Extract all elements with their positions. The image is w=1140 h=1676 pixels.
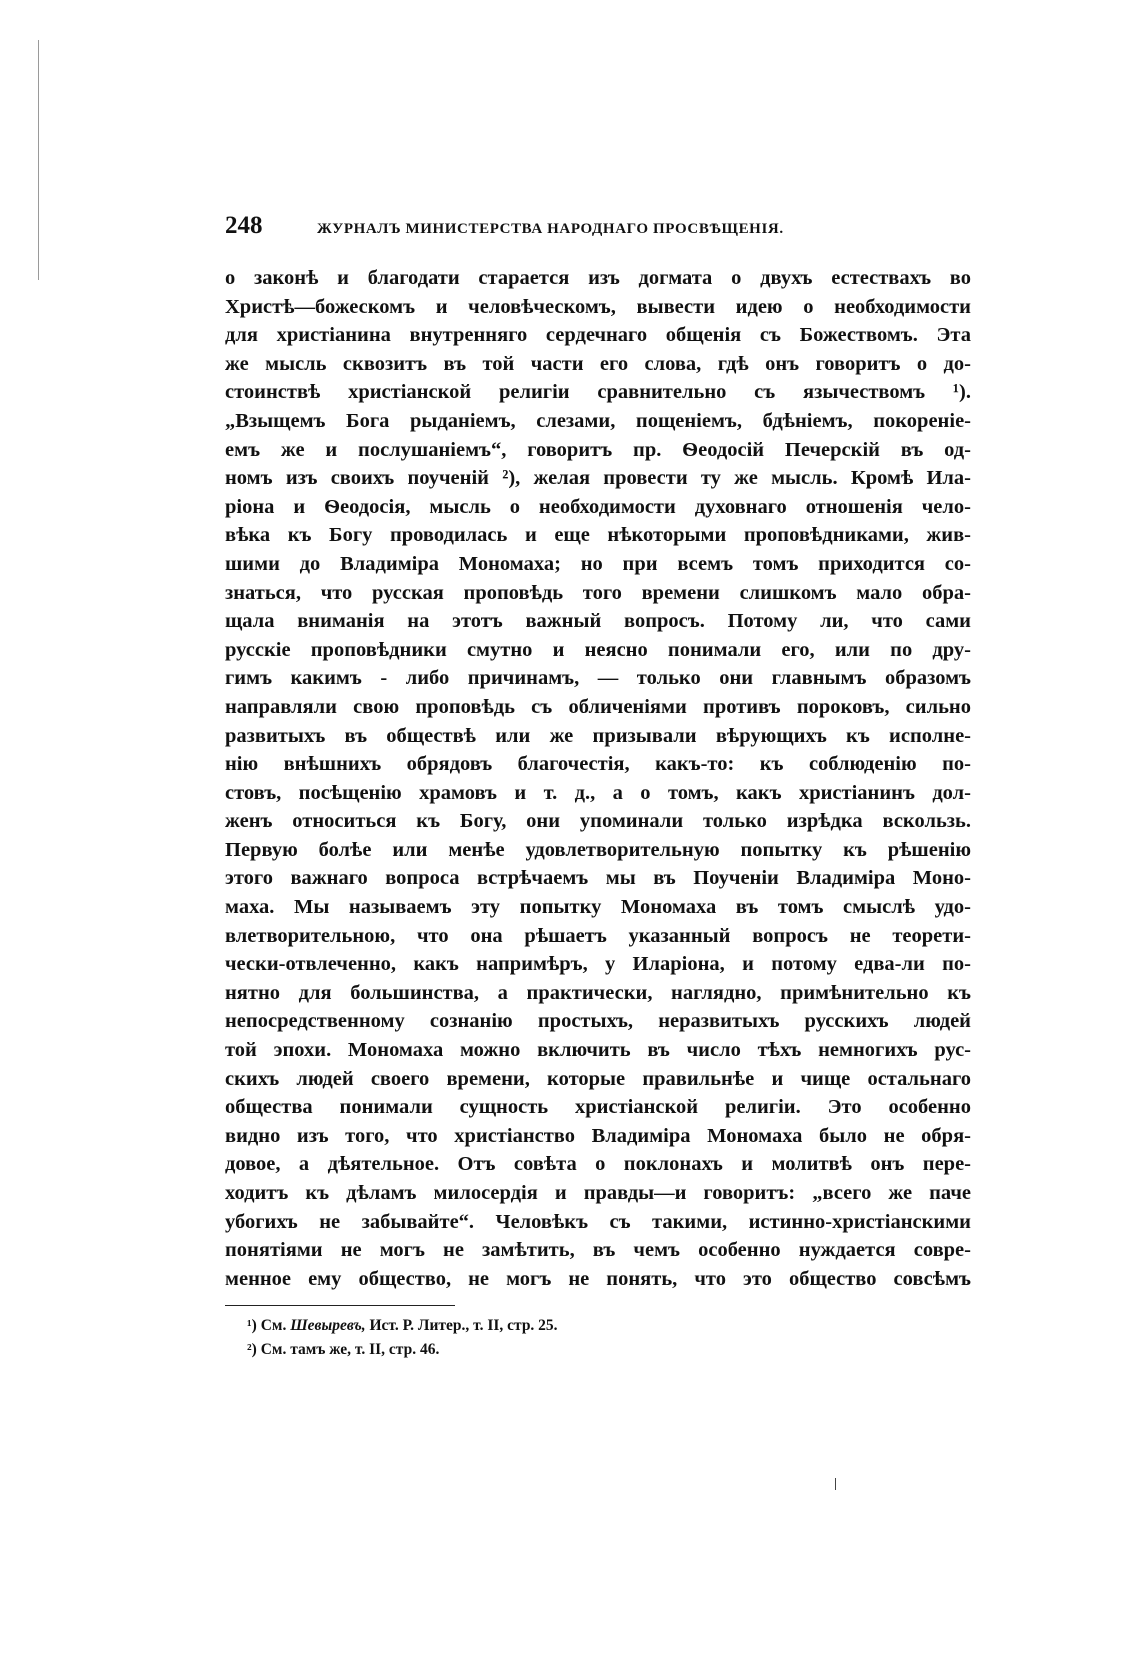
- footnote-marker: ²): [247, 1341, 257, 1359]
- footnote-divider: [225, 1305, 455, 1306]
- text-line: нятно для большинства, а практически, наглядно, примѣнительно къ: [225, 981, 971, 1004]
- book-page: [225, 212, 971, 1362]
- body-text: [225, 264, 971, 1293]
- text-line: понятіями не могъ не замѣтить, въ чемъ особенно нуждается совре-: [225, 1239, 971, 1262]
- footnote-citation: тамъ же, т. II, стр. 46.: [290, 1341, 440, 1359]
- scan-artifact-mark: [835, 1478, 836, 1490]
- text-line: скихъ людей своего времени, которые правильнѣе и чище остальнаго: [225, 1067, 971, 1090]
- text-line: емъ же и послушаніемъ“, говоритъ пр. Ѳеодосій Печерскій въ од-: [225, 438, 971, 461]
- journal-title: ЖУРНАЛЪ МИНИСТЕРСТВА НАРОДНАГО ПРОСВѢЩЕНІЯ.: [317, 221, 784, 237]
- text-line: непосредственному сознанію простыхъ, неразвитыхъ русскихъ людей: [225, 1010, 971, 1033]
- text-line: общества понимали сущность христіанской религіи. Это особенно: [225, 1096, 971, 1119]
- text-line: русскіе проповѣдники смутно и неясно понимали его, или по дру-: [225, 638, 971, 661]
- page-number: 248: [225, 212, 263, 239]
- text-line: маха. Мы называемъ эту попытку Мономаха въ томъ смыслѣ удо-: [225, 896, 971, 919]
- text-line: же мысль сквозитъ въ той части его слова, гдѣ онъ говоритъ о до-: [225, 352, 971, 375]
- text-line: стоинствѣ христіанской религіи сравнительно съ язычествомъ ¹).: [225, 381, 971, 404]
- footnote-author: Шевыревъ,: [290, 1317, 366, 1335]
- footnote-prefix: См.: [260, 1341, 287, 1359]
- text-line: ріона и Ѳеодосія, мысль о необходимости духовнаго отношенія чело-: [225, 495, 971, 518]
- text-line: гимъ какимъ - либо причинамъ, — только они главнымъ образомъ: [225, 667, 971, 690]
- text-line: знаться, что русская проповѣдь того времени слишкомъ мало обра-: [225, 581, 971, 604]
- footnote-citation: Ист. Р. Литер., т. II, стр. 25.: [369, 1317, 558, 1335]
- footnote-prefix: См.: [260, 1317, 287, 1335]
- text-line: влетворительною, что она рѣшаетъ указанный вопросъ не теорети-: [225, 924, 971, 947]
- text-line: стовъ, посѣщенію храмовъ и т. д., а о томъ, какъ христіанинъ дол-: [225, 781, 971, 804]
- text-line: развитыхъ въ обществѣ или же призывали вѣрующихъ къ исполне-: [225, 724, 971, 747]
- text-line: этого важнаго вопроса встрѣчаемъ мы въ Поученіи Владиміра Моно-: [225, 867, 971, 890]
- text-line: шими до Владиміра Мономаха; но при всемъ томъ приходится со-: [225, 552, 971, 575]
- text-line: „Взыщемъ Бога рыданіемъ, слезами, пощеніемъ, бдѣніемъ, покореніе-: [225, 409, 971, 432]
- text-line: нію внѣшнихъ обрядовъ благочестія, какъ-то: къ соблюденію по-: [225, 753, 971, 776]
- text-line: Первую болѣе или менѣе удовлетворительную попытку къ рѣшенію: [225, 838, 971, 861]
- footnote-1: [225, 1314, 971, 1338]
- text-line: направляли свою проповѣдь съ обличеніями противъ пороковъ, сильно: [225, 695, 971, 718]
- text-line: чески-отвлеченно, какъ напримѣръ, у Иларіона, и потому едва-ли по-: [225, 953, 971, 976]
- text-line: щала вниманія на этотъ важный вопросъ. Потому ли, что сами: [225, 610, 971, 633]
- text-line: Христѣ—божескомъ и человѣческомъ, вывести идею о необходимости: [225, 295, 971, 318]
- text-line: убогихъ не забывайте“. Человѣкъ съ такими, истинно-христіанскими: [225, 1210, 971, 1233]
- text-line: менное ему общество, не могъ не понять, что это общество совсѣмъ: [225, 1267, 971, 1290]
- running-head: [225, 212, 971, 252]
- text-line: номъ изъ своихъ поученій ²), желая провести ту же мысль. Кромѣ Ила-: [225, 467, 971, 490]
- text-line: вѣка къ Богу проводилась и еще нѣкоторыми проповѣдниками, жив-: [225, 524, 971, 547]
- text-line: для христіанина внутренняго сердечнаго общенія съ Божествомъ. Эта: [225, 324, 971, 347]
- footnote-2: [225, 1338, 971, 1362]
- text-line: той эпохи. Мономаха можно включить въ число тѣхъ немногихъ рус-: [225, 1039, 971, 1062]
- page-binding-edge: [38, 40, 39, 280]
- footnote-marker: ¹): [247, 1317, 257, 1335]
- text-line: женъ относиться къ Богу, они упоминали только изрѣдка вскользь.: [225, 810, 971, 833]
- text-line: довое, а дѣятельное. Отъ совѣта о поклонахъ и молитвѣ онъ пере-: [225, 1153, 971, 1176]
- text-line: ходитъ къ дѣламъ милосердія и правды—и говоритъ: „всего же паче: [225, 1182, 971, 1204]
- text-line: о законѣ и благодати старается изъ догмата о двухъ естествахъ во: [225, 267, 971, 289]
- text-line: видно изъ того, что христіанство Владиміра Мономаха было не обря-: [225, 1124, 971, 1147]
